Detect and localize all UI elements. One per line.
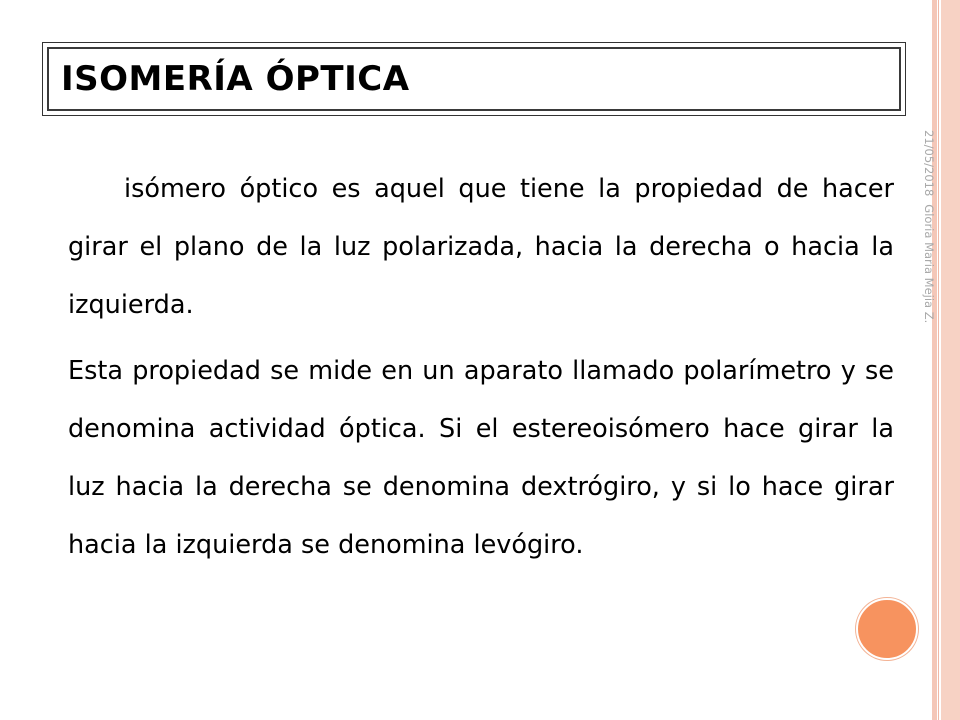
- side-caption: [922, 130, 936, 390]
- decorative-circle: [856, 598, 918, 660]
- paragraph-definition: isómero óptico es aquel que tiene la propiedad de hacer girar el plano de la luz polarizada, hacia la derecha o hacia la izquierda.: [68, 174, 894, 320]
- caption-author: Gloria Maria Mejia Z.: [922, 204, 936, 324]
- slide-body: [68, 160, 894, 574]
- paragraph-explanation: Esta propiedad se mide en un aparato llamado polarímetro y se denomina actividad óptica. Si el estereoisómero hace girar la luz hacia la derecha se denomina dextrógiro, y si lo hace girar hacia la izquierda se denomina levógiro.: [68, 356, 894, 560]
- slide-title: ISOMERÍA ÓPTICA: [61, 59, 410, 99]
- title-frame: [47, 47, 901, 111]
- title-box: [42, 42, 906, 116]
- side-caption-text: [922, 130, 936, 390]
- decorative-stripe-wide: [941, 0, 960, 720]
- caption-date: 21/05/2018: [922, 130, 936, 197]
- decorative-stripe-line: [938, 0, 939, 720]
